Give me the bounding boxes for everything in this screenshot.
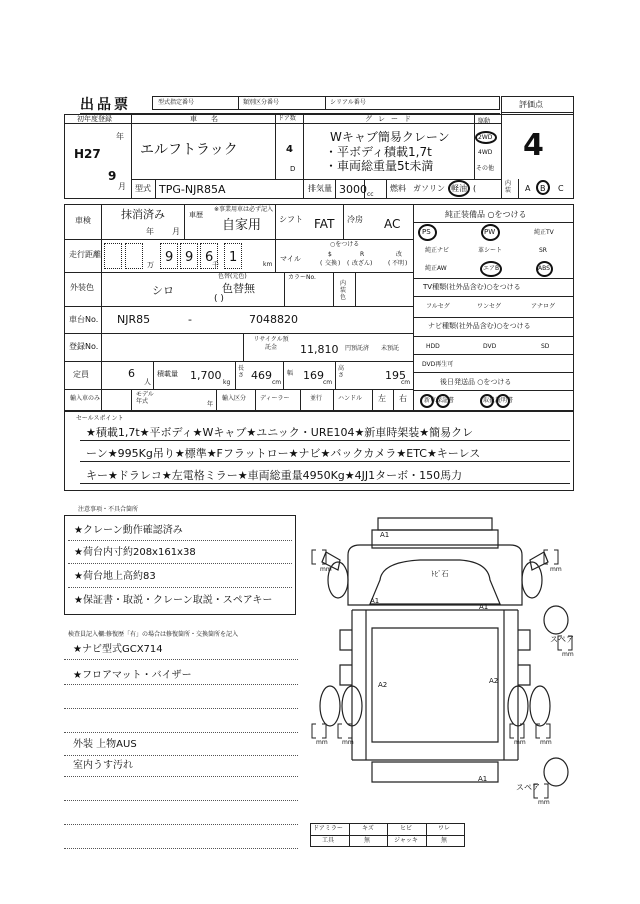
score-value: 4: [523, 128, 544, 163]
inspection-status: 抹消済み: [121, 208, 165, 221]
chassis-prefix: NJR85: [117, 313, 151, 326]
mileage-digit: 9: [185, 250, 194, 265]
grade-label: グレード: [365, 115, 417, 123]
inspector-line-4: 室内うす汚れ: [73, 760, 133, 771]
mileage-digit: 6: [205, 250, 214, 265]
drive-other: その他: [476, 165, 495, 172]
type-cert-label: 型式指定番号: [158, 99, 195, 106]
inspector-line-3: 外装 上物AUS: [73, 739, 137, 750]
color-change: 色替無: [222, 282, 255, 295]
grade-line3: ・車両総重量5t未満: [325, 159, 434, 173]
car-name: エルフトラック: [140, 142, 238, 158]
damage-a2-left: A2: [378, 681, 388, 689]
doors-value: 4: [286, 144, 293, 155]
usage-type: 自家用: [222, 218, 262, 233]
length-value: 469: [251, 369, 272, 382]
note-line-2: ★荷台内寸約208x161x38: [74, 547, 196, 558]
capacity-value: 6: [128, 367, 135, 380]
damage-rust-note: ﾄﾋﾞ石: [431, 570, 449, 578]
sales-line-3: キー★ドラレコ★左電格ミラー★車両総重量4950Kg★4JJ1ターボ・150馬力: [86, 469, 463, 482]
height-value: 195: [385, 369, 406, 382]
damage-a1-right: A1: [479, 603, 489, 611]
note-line-3: ★荷台地上高約83: [74, 571, 156, 582]
first-reg-month: 9: [108, 169, 117, 183]
recycle-fee: 11,810: [300, 343, 339, 356]
inspector-line-2: ★フロアマット・バイザー: [73, 670, 192, 681]
damage-a1-bottom: A1: [478, 775, 488, 783]
damage-a1-left: A1: [370, 597, 380, 605]
first-reg-label: 初年度登録: [77, 115, 112, 123]
equipment-title: 純正装備品 ○をつける: [445, 210, 527, 219]
displacement-value: 3000: [339, 183, 367, 196]
first-reg-era: H27: [74, 147, 101, 161]
sales-line-1: ★積載1,7t★平ボディ★Wキャブ★ユニック・URE104★新車時架装★簡易クレ: [86, 426, 474, 439]
spare-label-lower: スペア: [516, 783, 540, 792]
spare-label-upper: スペア: [550, 635, 574, 644]
inspector-line-1: ★ナビ型式GCX714: [73, 644, 163, 655]
form-title: 出品票: [80, 97, 131, 113]
class-label: 類別区分番号: [243, 99, 280, 106]
docs-manual: 取扱説明書: [483, 397, 514, 404]
body-color: シロ: [152, 284, 174, 297]
car-name-label: 車名: [190, 115, 232, 123]
score-label: 評価点: [519, 100, 543, 109]
model-code: TPG-NJR85A: [159, 183, 226, 196]
docs-new-car: 新車保証書: [424, 397, 455, 404]
damage-a2-right: A2: [489, 677, 499, 685]
interior-b: B: [540, 184, 546, 193]
load-capacity: 1,700: [190, 369, 222, 382]
damage-a1-top: A1: [380, 531, 390, 539]
grade-line1: Wキャブ簡易クレーン: [330, 130, 450, 144]
note-line-1: ★クレーン動作確認済み: [74, 525, 183, 536]
mileage-digit: 9: [165, 250, 174, 265]
drive-4wd: 4WD: [478, 149, 493, 156]
chassis-number: 7048820: [249, 313, 298, 326]
shift-value: FAT: [314, 217, 335, 231]
ac-value: AC: [384, 217, 401, 231]
grade-line2: ・平ボディ積載1,7t: [325, 145, 432, 159]
note-line-4: ★保証書・取説・クレーン取説・スペアキー: [74, 595, 273, 606]
drive-2wd: 2WD: [478, 134, 493, 141]
mileage-digit: 1: [229, 250, 238, 265]
width-value: 169: [303, 369, 324, 382]
serial-label: シリアル番号: [330, 99, 366, 106]
sales-line-2: ーン★995Kg吊り★標準★Fフラットロー★ナビ★バックカメラ★ETC★キーレス: [86, 447, 481, 460]
fuel-diesel: 軽油: [451, 184, 467, 193]
